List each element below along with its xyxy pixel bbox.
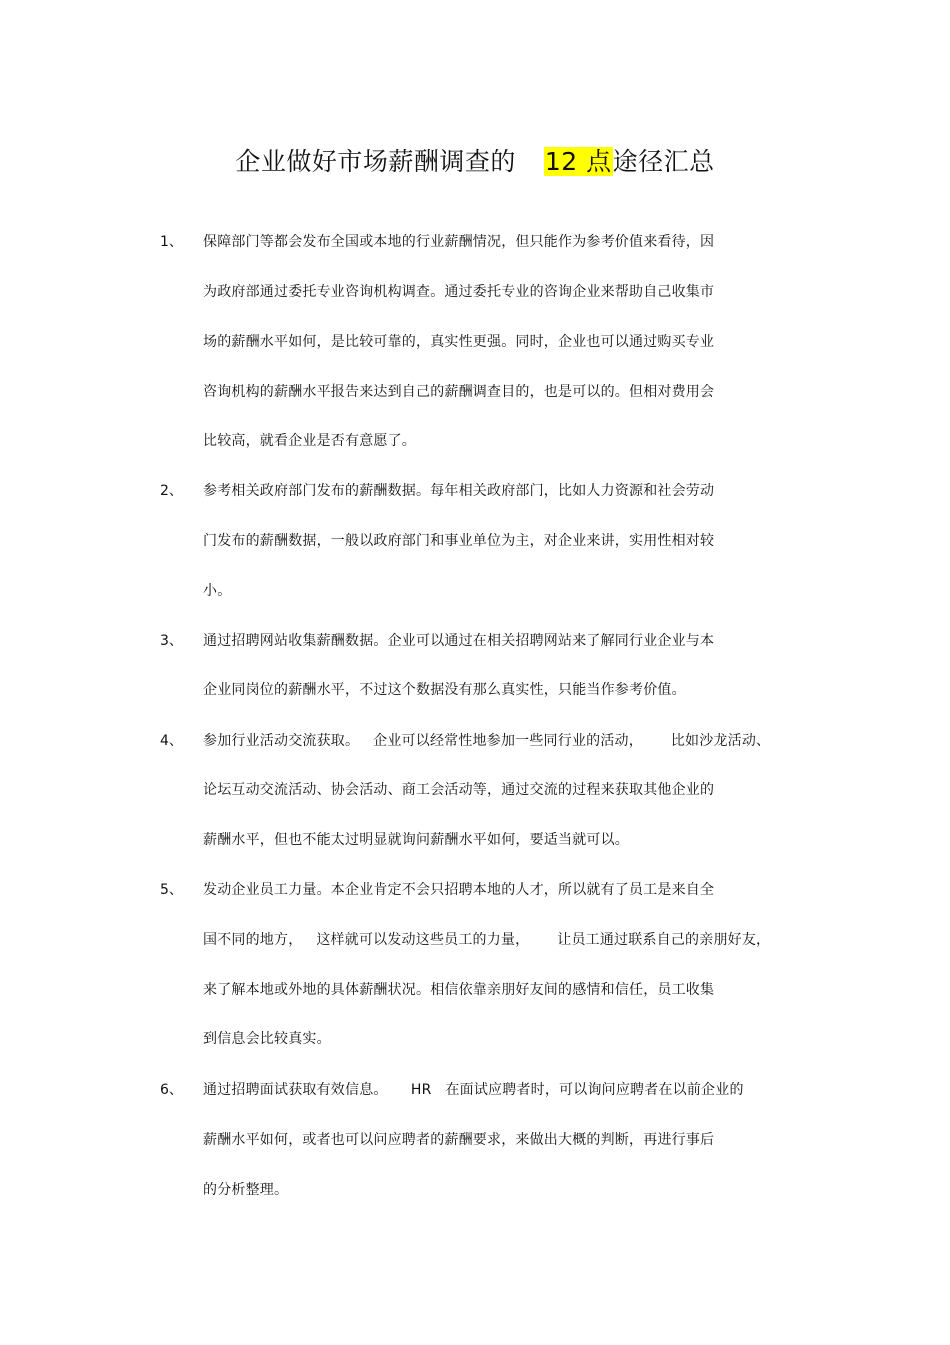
- item-5-line-3: 来了解本地或外地的具体薪酬状况。相信依靠亲朋好友间的感情和信任，员工收集: [203, 982, 715, 998]
- document-title: [0, 142, 950, 182]
- item-1-line-5: 比较高，就看企业是否有意愿了。: [203, 433, 416, 449]
- item-5-number: 5、: [160, 882, 183, 898]
- item-6-line-2: 薪酬水平如何，或者也可以问应聘者的薪酬要求，来做出大概的判断，再进行事后: [203, 1132, 715, 1148]
- item-2-number: 2、: [160, 483, 183, 499]
- item-4-line-1: 参加行业活动交流获取。 企业可以经常性地参加一些同行业的活动， 比如沙龙活动、: [203, 733, 771, 749]
- item-4-number: 4、: [160, 733, 183, 749]
- item-3-number: 3、: [160, 633, 183, 649]
- item-2-line-2: 门发布的薪酬数据，一般以政府部门和事业单位为主，对企业来讲，实用性相对较: [203, 533, 715, 549]
- item-1-number: 1、: [160, 234, 183, 250]
- item-1-line-4: 咨询机构的薪酬水平报告来达到自己的薪酬调查目的，也是可以的。但相对费用会: [203, 384, 715, 400]
- title-text: 企业做好市场薪酬调查的: [235, 147, 516, 176]
- item-4-line-2: 论坛互动交流活动、协会活动、商工会活动等，通过交流的过程来获取其他企业的: [203, 782, 715, 798]
- item-3-line-1: 通过招聘网站收集薪酬数据。企业可以通过在相关招聘网站来了解同行业企业与本: [203, 633, 715, 649]
- item-2-line-1: 参考相关政府部门发布的薪酬数据。每年相关政府部门，比如人力资源和社会劳动: [203, 483, 715, 499]
- item-5-line-1: 发动企业员工力量。本企业肯定不会只招聘本地的人才，所以就有了员工是来自全: [203, 882, 715, 898]
- item-4-line-3: 薪酬水平，但也不能太过明显就询问薪酬水平如何，要适当就可以。: [203, 832, 629, 848]
- item-3-line-2: 企业同岗位的薪酬水平，不过这个数据没有那么真实性，只能当作参考价值。: [203, 682, 686, 698]
- title-highlight: 12 点: [544, 147, 612, 176]
- title-suffix: 途径汇总: [612, 147, 715, 176]
- item-1-line-3: 场的薪酬水平如何，是比较可靠的，真实性更强。同时，企业也可以通过购买专业: [203, 334, 715, 350]
- item-6-line-3: 的分析整理。: [203, 1182, 289, 1198]
- item-5-line-4: 到信息会比较真实。: [203, 1031, 331, 1047]
- item-2-line-3: 小。: [203, 583, 232, 599]
- item-1-line-1: 保障部门等都会发布全国或本地的行业薪酬情况，但只能作为参考价值来看待，因: [203, 234, 715, 250]
- item-6-number: 6、: [160, 1082, 183, 1098]
- item-5-line-2: 国不同的地方， 这样就可以发动这些员工的力量， 让员工通过联系自己的亲朋好友，: [203, 932, 771, 948]
- item-6-line-1: 通过招聘面试获取有效信息。 HR 在面试应聘者时，可以询问应聘者在以前企业的: [203, 1082, 744, 1098]
- item-1-line-2: 为政府部通过委托专业咨询机构调查。通过委托专业的咨询企业来帮助自己收集市: [203, 284, 715, 300]
